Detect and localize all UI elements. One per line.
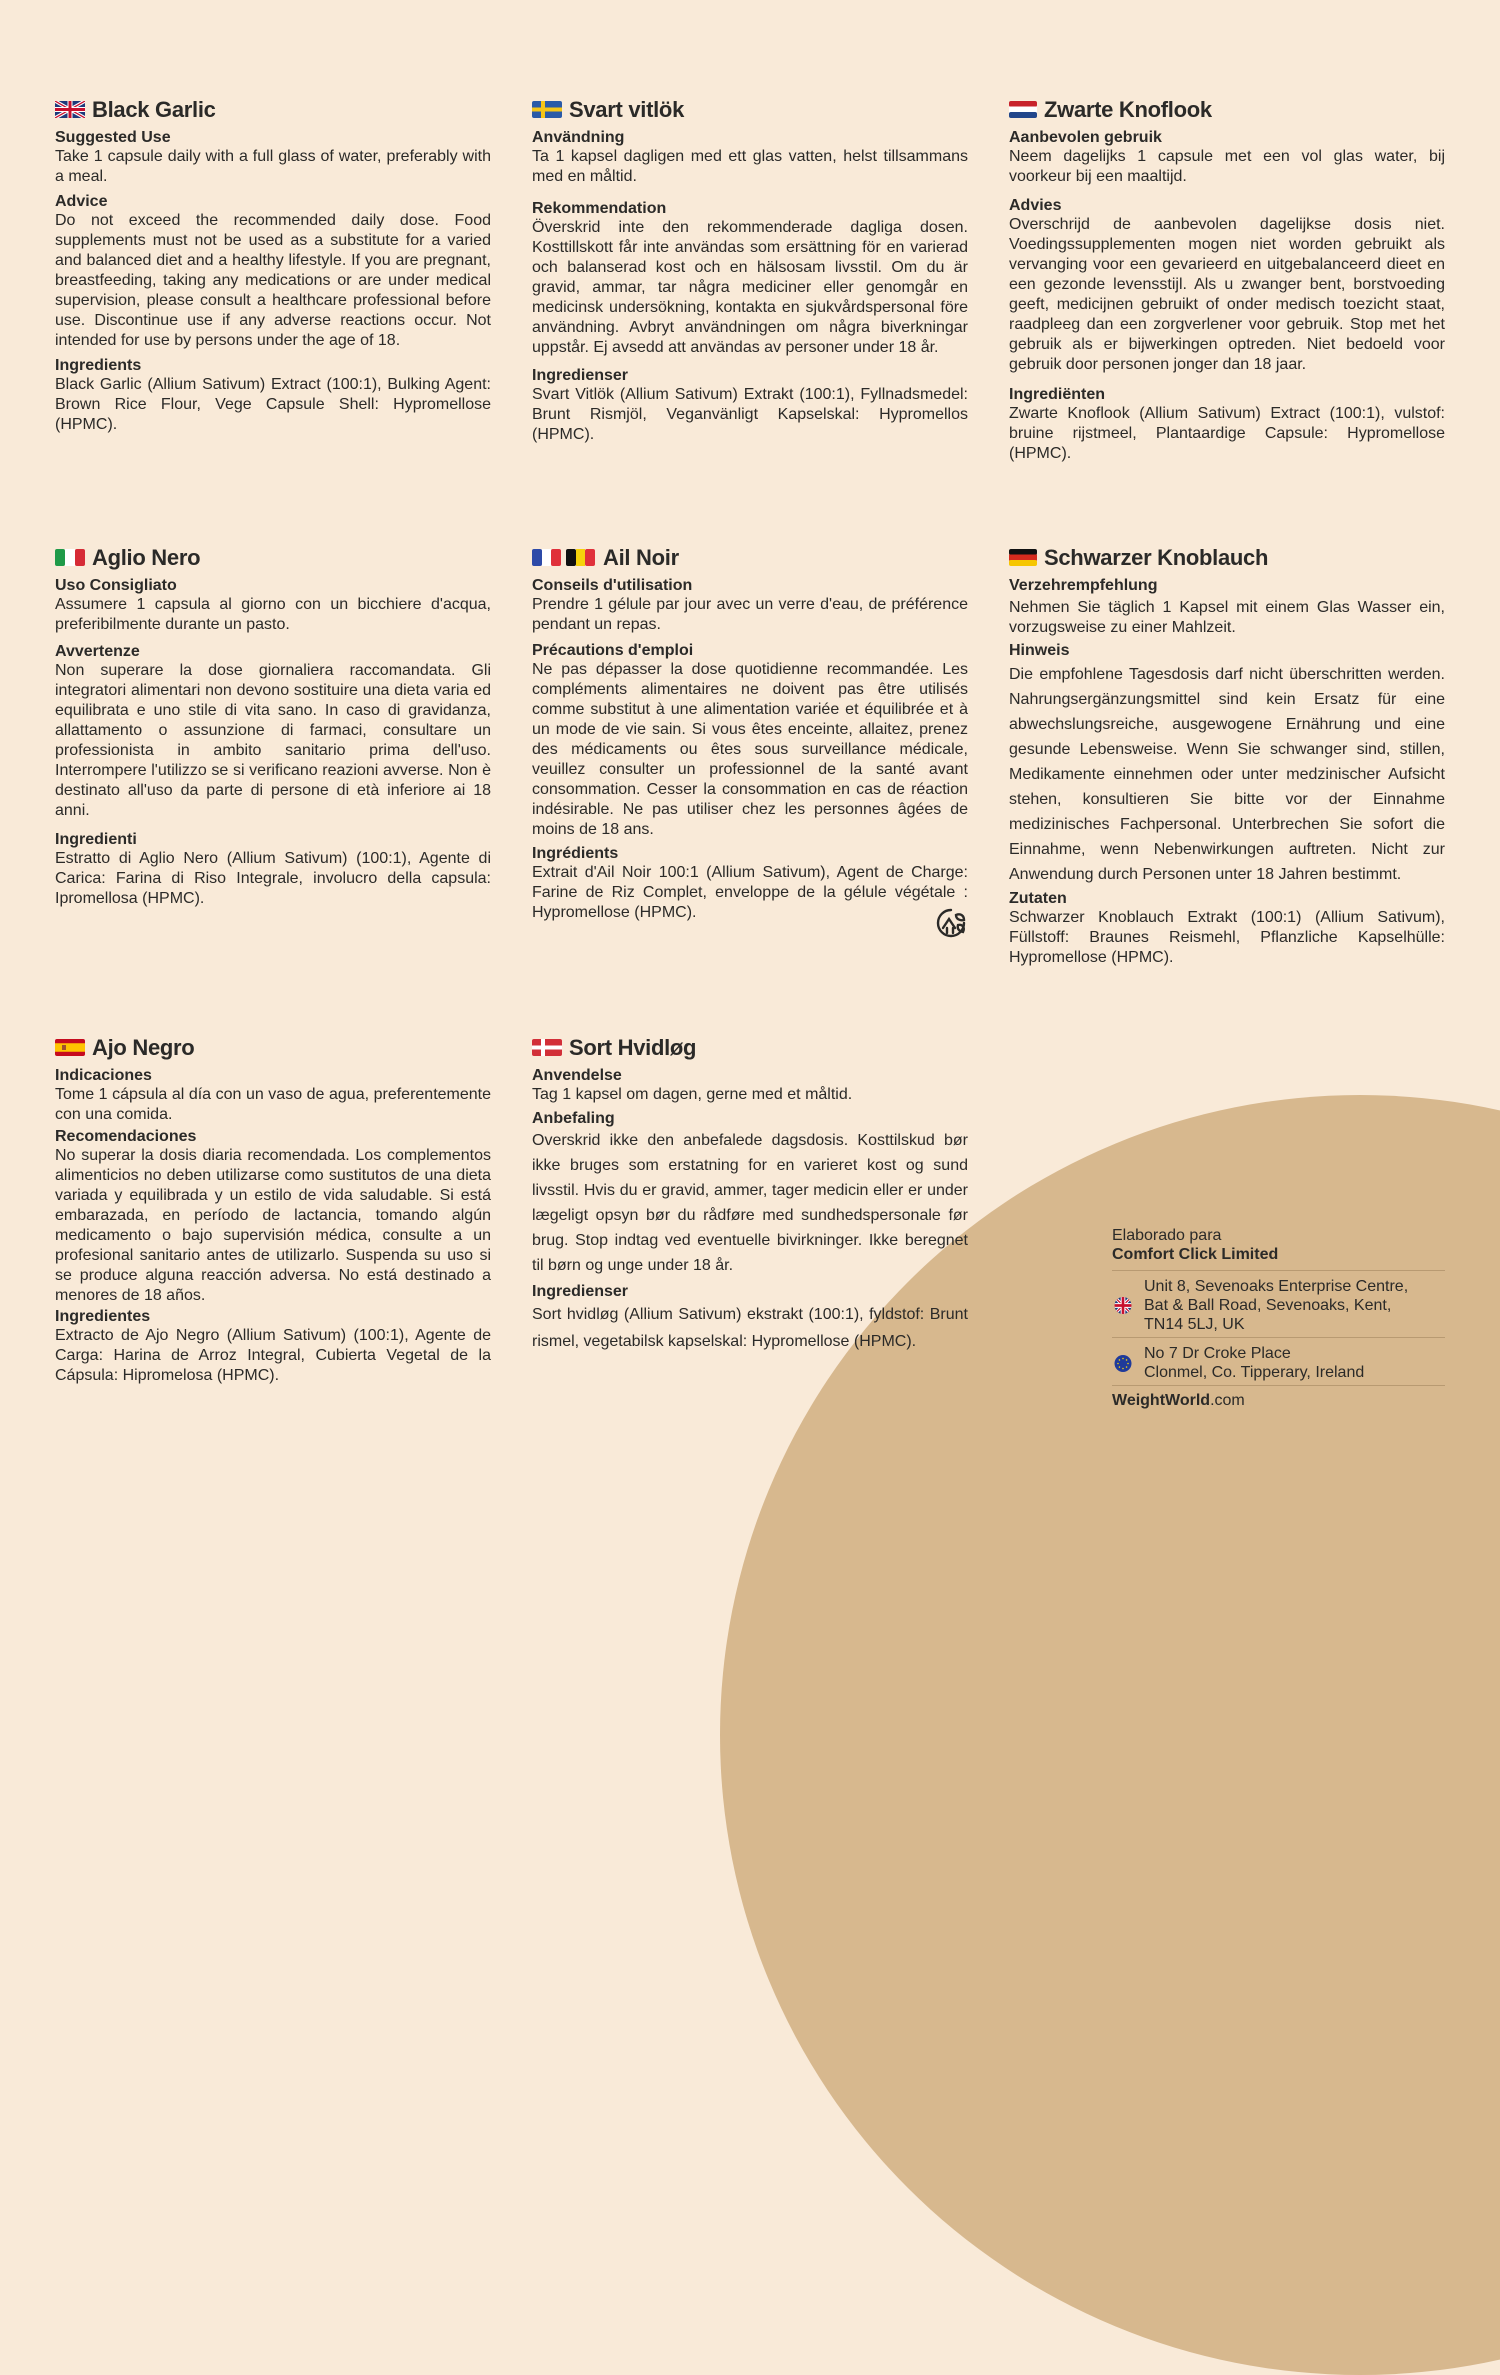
block-text: Svart Vitlök (Allium Sativum) Extrakt (100:1), Fyllnadsmedel: Brunt Rismjöl, Veganvänligt Kapselskal: Hypromellos (HPMC). — [532, 386, 968, 443]
website-domain: .com — [1210, 1392, 1245, 1409]
block-heading: Ingredients — [55, 357, 142, 374]
block-heading: Aanbevolen gebruik — [1009, 129, 1162, 146]
section-title — [55, 544, 491, 571]
sweden-flag-icon — [532, 101, 562, 118]
block-heading: Ingredienser — [532, 367, 629, 384]
company-name: Comfort Click Limited — [1112, 1246, 1279, 1263]
uk-address — [1112, 1270, 1445, 1337]
section-title — [532, 1034, 968, 1061]
block-text: Extracto de Ajo Negro (Allium Sativum) (100:1), Agente de Carga: Harina de Arroz Integral, Cubierta Vegetal de la Cápsula: Hipromelosa (HPMC). — [55, 1327, 491, 1384]
address-line: Clonmel, Co. Tipperary, Ireland — [1144, 1364, 1365, 1381]
section-title — [55, 96, 491, 123]
website-brand: WeightWorld — [1112, 1392, 1211, 1409]
made-for-label: Elaborado para — [1112, 1227, 1222, 1244]
block-heading: Advies — [1009, 197, 1062, 214]
section-title-text: Ajo Negro — [92, 1035, 195, 1060]
block-text: Black Garlic (Allium Sativum) Extract (100:1), Bulking Agent: Brown Rice Flour, Vege Capsule Shell: Hypromellose (HPMC). — [55, 376, 491, 433]
block-heading: Uso Consigliato — [55, 577, 177, 594]
section-title-text: Ail Noir — [603, 545, 679, 570]
block-text: Schwarzer Knoblauch Extrakt (100:1) (Allium Sativum), Füllstoff: Braunes Reismehl, Pflanzliche Kapselhülle: Hypromellose (HPMC). — [1009, 909, 1445, 966]
block-text: Non superare la dose giornaliera raccomandata. Gli integratori alimentari non devono sostituire una dieta varia ed equilibrata e uno stile di vita sano. In caso di gravidanza, allattamento o assunzione di farmaci, consultare un professionista in ambito sanitario prima dell'uso. Interrompere l'utilizzo se si verificano reazioni avverse. Non è destinato all'uso da parte di persone di età inferiore ai 18 anni. — [55, 662, 491, 819]
section-italian — [55, 544, 491, 909]
block-heading: Ingredienti — [55, 831, 137, 848]
block-heading: Zutaten — [1009, 890, 1067, 907]
manufacturer-info — [1112, 1226, 1445, 1410]
block-heading: Suggested Use — [55, 129, 171, 146]
section-title-text: Aglio Nero — [92, 545, 201, 570]
section-french — [532, 544, 968, 923]
block-text: Extrait d'Ail Noir 100:1 (Allium Sativum), Agent de Charge: Farine de Riz Complet, enveloppe de la gélule végétale : Hypromellose (HPMC). — [532, 864, 968, 921]
spain-flag-icon — [55, 1039, 85, 1056]
block-heading: Recomendaciones — [55, 1128, 197, 1145]
block-text: Prendre 1 gélule par jour avec un verre d'eau, de préférence pendant un repas. — [532, 596, 968, 633]
block-heading: Hinweis — [1009, 642, 1070, 659]
section-title — [1009, 544, 1445, 571]
block-heading: Ingredienser — [532, 1283, 629, 1300]
address-line: TN14 5LJ, UK — [1144, 1316, 1245, 1333]
section-title-text: Sort Hvidløg — [569, 1035, 697, 1060]
block-text: Tag 1 kapsel om dagen, gerne med et måltid. — [532, 1086, 853, 1103]
address-line: Unit 8, Sevenoaks Enterprise Centre, — [1144, 1278, 1409, 1295]
block-heading: Ingrediënten — [1009, 386, 1106, 403]
block-text: Assumere 1 capsula al giorno con un bicchiere d'acqua, preferibilmente durante un pasto. — [55, 596, 491, 633]
italy-flag-icon — [55, 549, 85, 566]
block-heading: Ingredientes — [55, 1308, 151, 1325]
block-text: Sort hvidløg (Allium Sativum) ekstrakt (100:1), fyldstof: Brunt rismel, vegetabilsk kapselskal: Hypromellose (HPMC). — [532, 1306, 968, 1350]
block-text: Take 1 capsule daily with a full glass of water, preferably with a meal. — [55, 148, 491, 185]
section-title — [1009, 96, 1445, 123]
block-text: Överskrid inte den rekommenderade dagliga dosen. Kosttillskott får inte användas som ersättning för en varierad och balanserad kost och en hälsosam livsstil. Om du är gravid, ammar, tar några mediciner eller genomgår en medicinsk undersökning, kontakta en sjukvårdspersonal före användning. Avbryt användningen om några biverkningar uppstår. Ej avsedd att användas av personer under 18 år. — [532, 219, 968, 356]
block-heading: Anbefaling — [532, 1110, 615, 1127]
block-text: Overskrid ikke den anbefalede dagsdosis. Kosttilskud bør ikke bruges som erstatning for en varieret kost og sund livsstil. Hvis du er gravid, ammer, tager medicin eller er under lægeligt opsyn bør du rådføre med sundhedspersonale før brug. Stop indtag ved eventuelle bivirkninger. Ikke beregnet til børn og unge under 18 år. — [532, 1132, 968, 1274]
section-title — [532, 544, 968, 571]
eu-flag-icon — [1112, 1355, 1134, 1372]
block-heading: Användning — [532, 129, 625, 146]
netherlands-flag-icon — [1009, 101, 1037, 118]
block-heading: Indicaciones — [55, 1067, 152, 1084]
section-dutch — [1009, 96, 1445, 464]
block-heading: Verzehrempfehlung — [1009, 577, 1158, 594]
block-text: Tome 1 cápsula al día con un vaso de agua, preferentemente con una comida. — [55, 1086, 491, 1123]
block-heading: Advice — [55, 193, 108, 210]
block-text: Ne pas dépasser la dose quotidienne recommandée. Les compléments alimentaires ne doivent pas être utilisés comme substitut à une alimentation variée et équilibrée et à un mode de vie sain. Si vous êtes enceinte, allaitez, prenez des médicaments ou êtes sous surveillance médicale, veuillez consulter un professionnel de la santé avant consommation. Cesser la consommation en cas de réaction indésirable. Ne pas utiliser chez les personnes âgées de moins de 18 ans. — [532, 661, 968, 838]
block-heading: Ingrédients — [532, 845, 619, 862]
section-title — [55, 1034, 491, 1061]
denmark-flag-icon — [532, 1039, 562, 1056]
section-english — [55, 96, 491, 435]
section-title-text: Svart vitlök — [569, 97, 685, 122]
address-line: No 7 Dr Croke Place — [1144, 1345, 1291, 1362]
website — [1112, 1385, 1445, 1410]
section-danish — [532, 1034, 968, 1355]
block-text: Estratto di Aglio Nero (Allium Sativum) (100:1), Agente di Carica: Farina di Riso Integrale, involucro della capsula: Ipromellosa (HPMC). — [55, 850, 491, 907]
france-belgium-flag-icon — [532, 549, 596, 566]
block-text: Do not exceed the recommended daily dose. Food supplements must not be used as a substitute for a varied and balanced diet and a healthy lifestyle. If you are pregnant, breastfeeding, taking any medications or are under medical supervision, please consult a healthcare professional before use. Discontinue use if any adverse reactions occur. Not intended for use by persons under the age of 18. — [55, 212, 491, 349]
block-heading: Précautions d'emploi — [532, 642, 694, 659]
address-line: Bat & Ball Road, Sevenoaks, Kent, — [1144, 1297, 1392, 1314]
block-heading: Anvendelse — [532, 1067, 622, 1084]
block-heading: Avvertenze — [55, 643, 140, 660]
germany-flag-icon — [1009, 549, 1037, 566]
block-text: Nehmen Sie täglich 1 Kapsel mit einem Glas Wasser ein, vorzugsweise zu einer Mahlzeit. — [1009, 599, 1445, 636]
block-text: No superar la dosis diaria recomendada. Los complementos alimenticios no deben utilizarse como sustitutos de una dieta variada y equilibrada y un estilo de vida saludable. Si está embarazada, en período de lactancia, tomando algún medicamento o bajo supervisión médica, consulte a un profesional sanitario antes de utilizarlo. Suspenda su uso si se produce alguna reacción adversa. No está destinado a menores de 18 años. — [55, 1147, 491, 1304]
section-title-text: Zwarte Knoflook — [1044, 97, 1212, 122]
block-text: Zwarte Knoflook (Allium Sativum) Extract (100:1), vulstof: bruine rijstmeel, Plantaardige Capsule: Hypromellose (HPMC). — [1009, 405, 1445, 462]
block-text: Ta 1 kapsel dagligen med ett glas vatten, helst tillsammans med en måltid. — [532, 148, 968, 185]
home-compost-icon — [934, 906, 968, 940]
section-spanish — [55, 1034, 491, 1386]
section-title-text: Black Garlic — [92, 97, 216, 122]
block-text: Die empfohlene Tagesdosis darf nicht überschritten werden. Nahrungsergänzungsmittel sind kein Ersatz für eine abwechslungsreiche, ausgewogene Ernährung und eine gesunde Lebensweise. Wenn Sie schwanger sind, stillen, Medikamente einnehmen oder unter medzinischer Aufsicht stehen, konsultieren Sie bitte vor der Einnahme medizinisches Fachpersonal. Unterbrechen Sie sofort die Einnahme, wenn Nebenwirkungen auftreten. Nicht zur Anwendung durch Personen unter 18 Jahren bestimmt. — [1009, 666, 1445, 883]
uk-flag-icon — [55, 101, 85, 118]
block-heading: Conseils d'utilisation — [532, 577, 693, 594]
block-heading: Rekommendation — [532, 200, 667, 217]
section-swedish — [532, 96, 968, 445]
section-german — [1009, 544, 1445, 968]
eu-address — [1112, 1337, 1445, 1385]
uk-round-flag-icon — [1112, 1297, 1134, 1314]
block-text: Neem dagelijks 1 capsule met een vol glas water, bij voorkeur bij een maaltijd. — [1009, 148, 1445, 185]
section-title — [532, 96, 968, 123]
section-title-text: Schwarzer Knoblauch — [1044, 545, 1269, 570]
block-text: Overschrijd de aanbevolen dagelijkse dosis niet. Voedingssupplementen mogen niet worden gebruikt als vervanging voor een gevarieerd en uitgebalanceerd dieet en een gezonde levensstijl. Als u zwanger bent, borstvoeding geeft, medicijnen gebruikt of onder medisch toezicht staat, raadpleeg dan een zorgverlener voor gebruik. Stop met het gebruik als er bijwerkingen optreden. Niet bedoeld voor gebruik door personen jonger dan 18 jaar. — [1009, 216, 1445, 373]
